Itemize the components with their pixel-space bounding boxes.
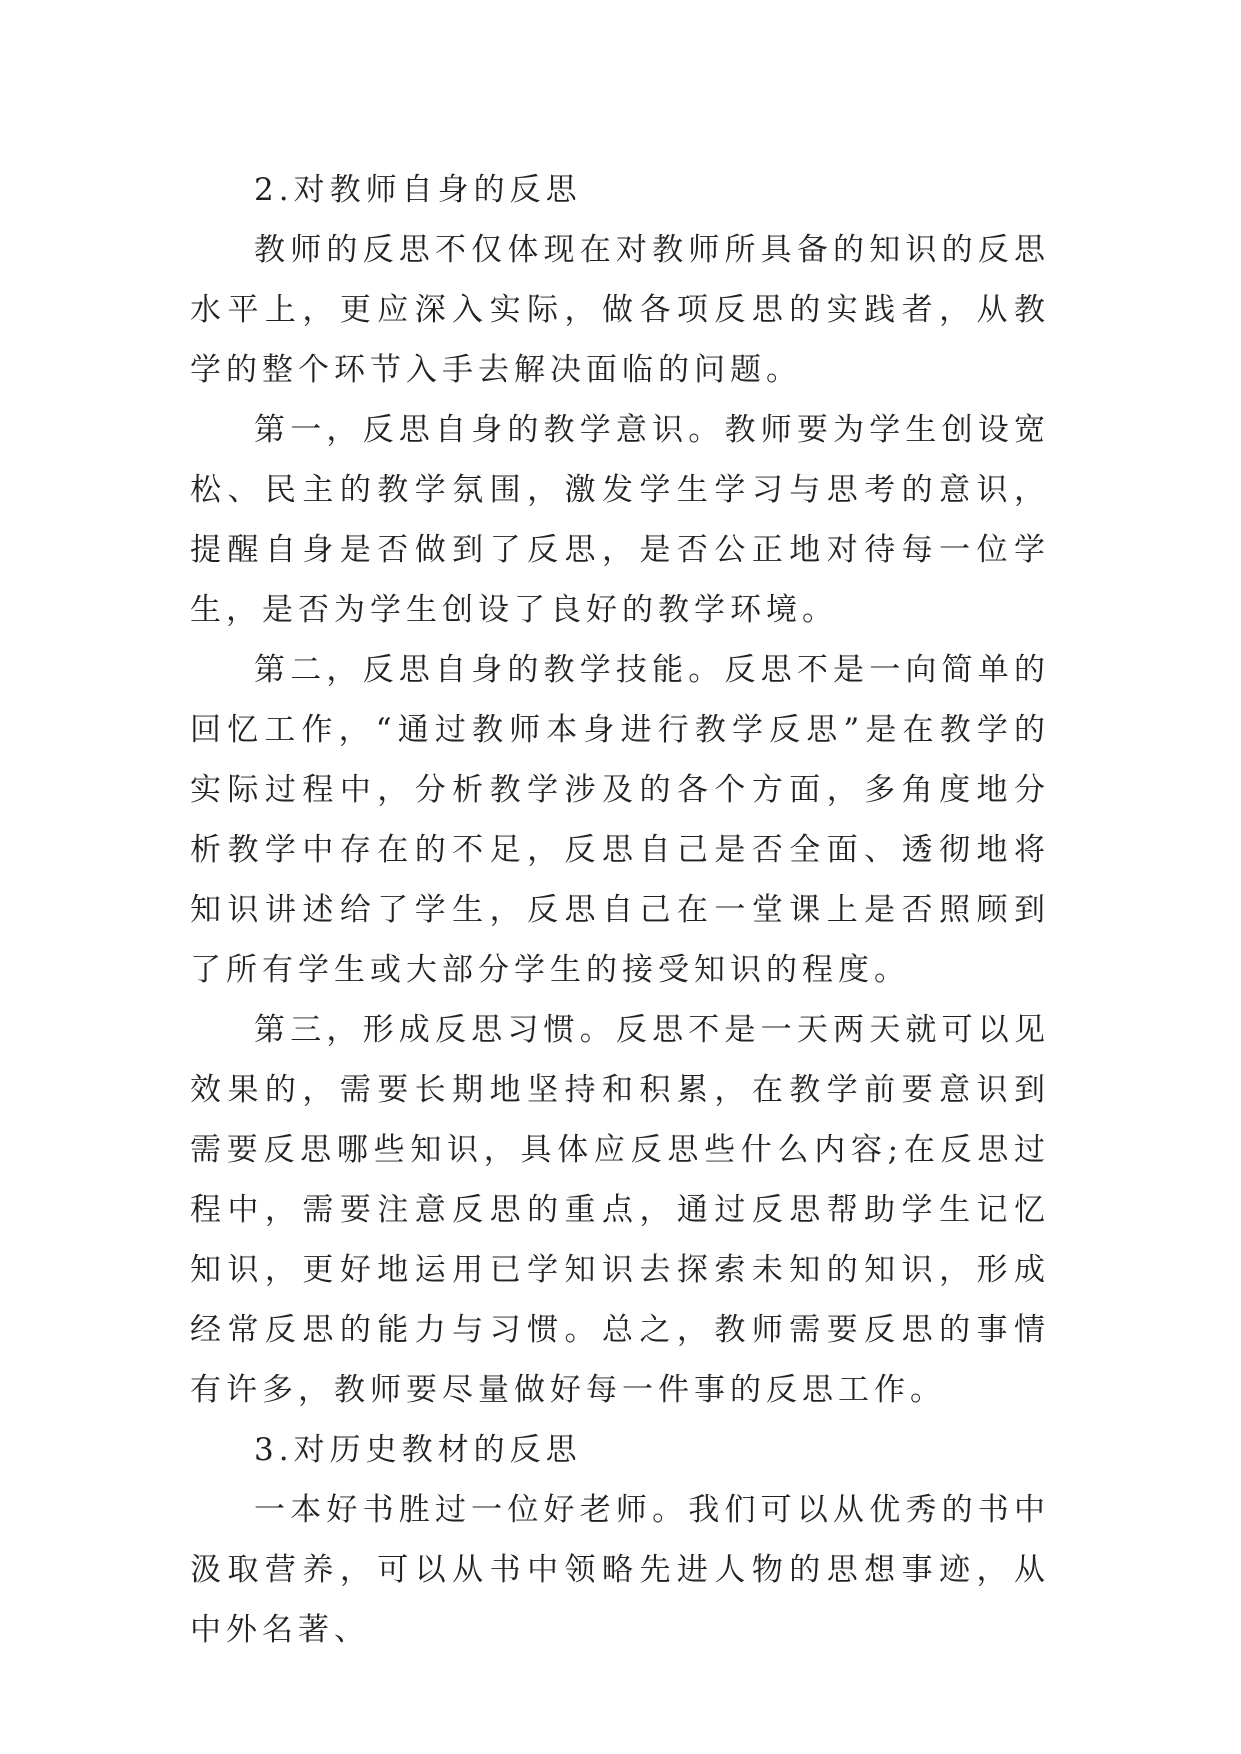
document-body: [190, 160, 1050, 1660]
paragraph-third-point: 第三，形成反思习惯。反思不是一天两天就可以见效果的，需要长期地坚持和积累，在教学前要意识到需要反思哪些知识，具体应反思些什么内容;在反思过程中，需要注意反思的重点，通过反思帮助学生记忆知识，更好地运用已学知识去探索未知的知识，形成经常反思的能力与习惯。总之，教师需要反思的事情有许多，教师要尽量做好每一件事的反思工作。: [190, 1012, 1050, 1408]
paragraph-intro: 教师的反思不仅体现在对教师所具备的知识的反思水平上，更应深入实际，做各项反思的实践者，从教学的整个环节入手去解决面临的问题。: [190, 232, 1050, 388]
paragraph-second-point: 第二，反思自身的教学技能。反思不是一向简单的回忆工作，“通过教师本身进行教学反思”是在教学的实际过程中，分析教学涉及的各个方面，多角度地分析教学中存在的不足，反思自己是否全面、透彻地将知识讲述给了学生，反思自己在一堂课上是否照顾到了所有学生或大部分学生的接受知识的程度。: [190, 652, 1050, 988]
paragraph-first-point: 第一，反思自身的教学意识。教师要为学生创设宽松、民主的教学氛围，激发学生学习与思考的意识，提醒自身是否做到了反思，是否公正地对待每一位学生，是否为学生创设了良好的教学环境。: [190, 412, 1050, 628]
section-heading-teacher-self-reflection: 2.对教师自身的反思: [254, 172, 582, 208]
paragraph-textbook: 一本好书胜过一位好老师。我们可以从优秀的书中汲取营养，可以从书中领略先进人物的思想事迹，从中外名著、: [190, 1492, 1050, 1648]
section-heading-textbook-reflection: 3.对历史教材的反思: [254, 1432, 582, 1468]
